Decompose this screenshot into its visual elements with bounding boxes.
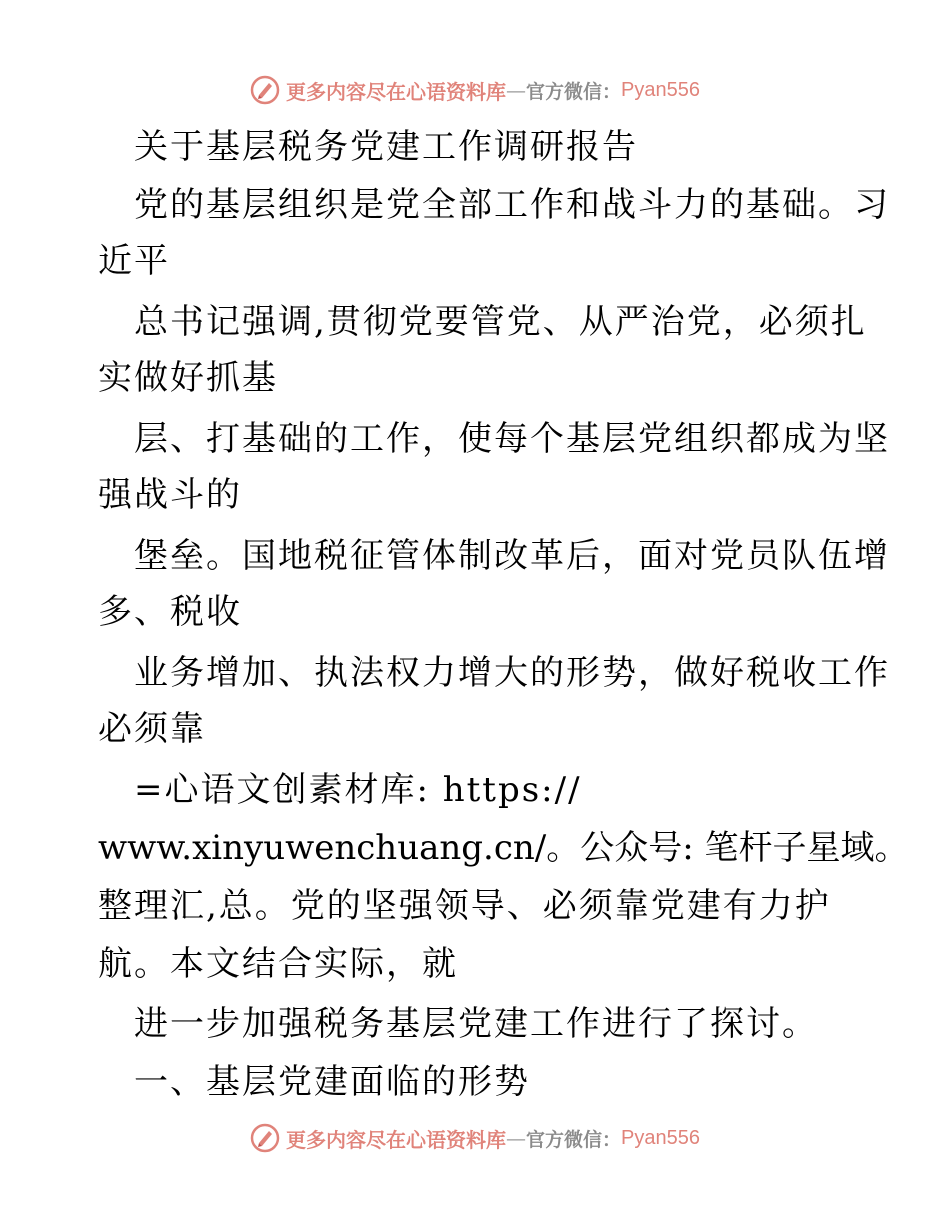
banner-wechat-id: Pyan556 [621, 78, 700, 101]
document-title: 关于基层税务党建工作调研报告 [134, 127, 638, 167]
banner-slogan: 更多内容尽在心语资料库 [286, 1127, 506, 1152]
paragraph-line: 堡垒。国地税征管体制改革后，面对党员队伍增 [134, 536, 890, 576]
banner-slogan: 更多内容尽在心语资料库 [286, 79, 506, 104]
header-watermark-banner [0, 70, 950, 110]
banner-wechat-label: 官方微信： [526, 80, 622, 103]
section-heading: 一、基层党建面临的形势 [134, 1062, 530, 1102]
paragraph-line: 多、税收 [98, 592, 242, 632]
banner-separator: — [506, 1126, 526, 1150]
paragraph-line: 强战斗的 [98, 475, 242, 515]
banner-wechat-label: 官方微信： [526, 1128, 622, 1151]
paragraph-line: 必须靠 [98, 709, 206, 749]
logo-icon [250, 1123, 280, 1153]
paragraph-line: 总书记强调,贯彻党要管党、从严治党，必须扎 [134, 302, 867, 342]
banner-separator: — [506, 78, 526, 102]
paragraph-line: 层、打基础的工作，使每个基层党组织都成为坚 [134, 419, 890, 459]
paragraph-line: 业务增加、执法权力增大的形势，做好税收工作 [134, 653, 890, 693]
paragraph-line: 整理汇,总。党的坚强领导、必须靠党建有力护 [98, 886, 831, 926]
banner-wechat-id: Pyan556 [621, 1126, 700, 1149]
paragraph-line: 党的基层组织是党全部工作和战斗力的基础。习 [134, 185, 890, 225]
paragraph-line: 航。本文结合实际，就 [98, 944, 458, 984]
paragraph-line: 实做好抓基 [98, 358, 278, 398]
paragraph-line: www.xinyuwenchuang.cn/。公众号: 笔杆子星域。 [98, 828, 909, 868]
paragraph-line: 进一步加强税务基层党建工作进行了探讨。 [134, 1004, 818, 1044]
footer-watermark-banner [0, 1118, 950, 1158]
paragraph-line: =心语文创素材库: https:// [134, 770, 582, 810]
logo-icon [250, 75, 280, 105]
paragraph-line: 近平 [98, 241, 170, 281]
